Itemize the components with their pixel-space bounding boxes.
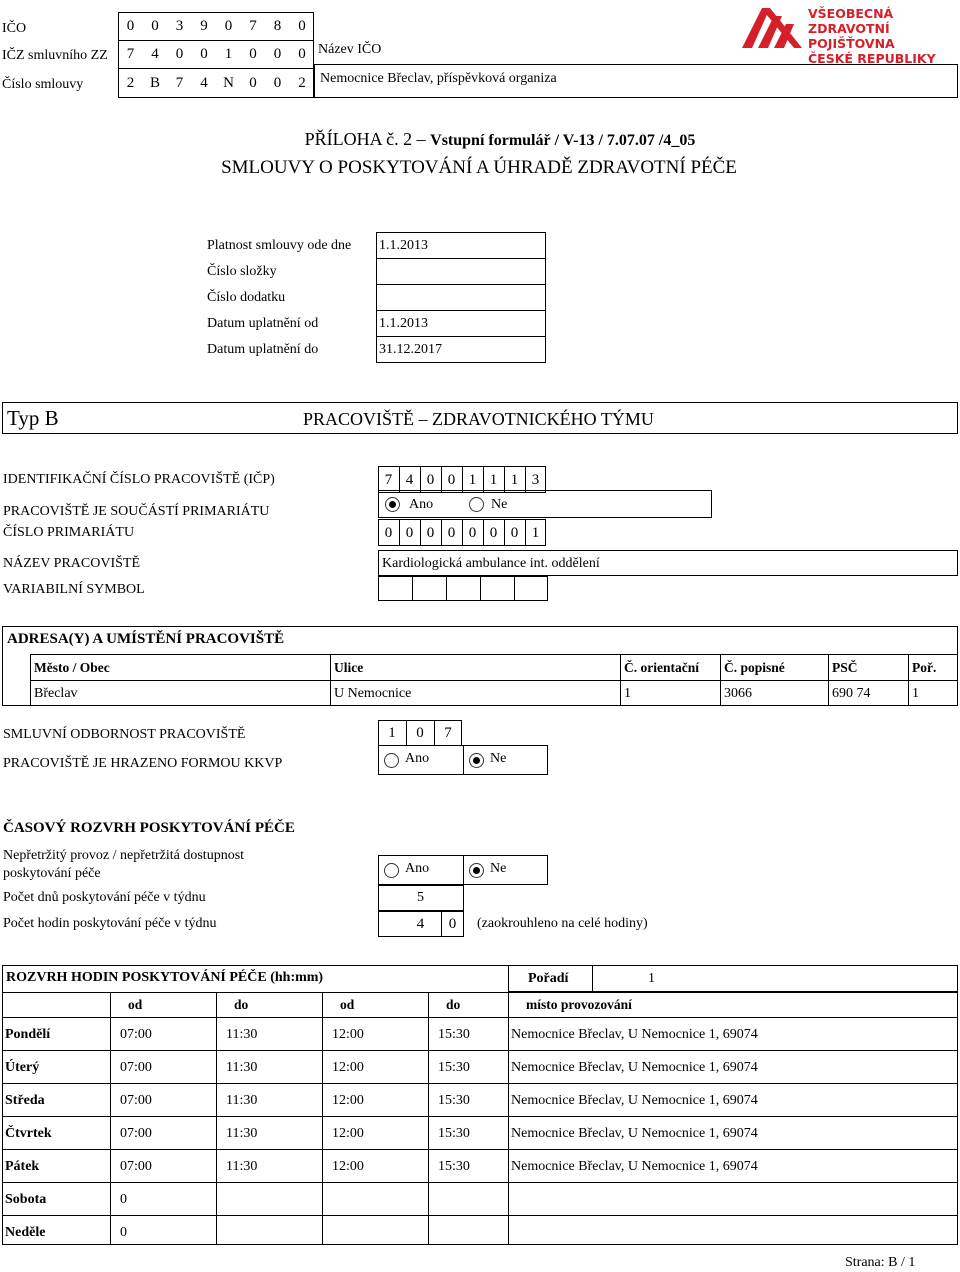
vzp-logo-mark-icon bbox=[740, 4, 804, 52]
contract-label: Číslo smlouvy bbox=[2, 77, 84, 92]
type-title: PRACOVIŠTĚ – ZDRAVOTNICKÉHO TÝMU bbox=[303, 409, 654, 429]
schedule-title: ČASOVÝ ROZVRH POSKYTOVÁNÍ PÉČE bbox=[3, 820, 295, 836]
hours-row-od1: 07:00 bbox=[120, 1126, 152, 1141]
hours-col-header: místo provozování bbox=[526, 997, 632, 1012]
order-label: Pořadí bbox=[528, 971, 569, 986]
ico-digit: 0 bbox=[224, 18, 233, 34]
ico-label: IČO bbox=[2, 21, 27, 36]
hours-col-header: od bbox=[340, 997, 355, 1012]
ico-digit: 0 bbox=[126, 18, 135, 34]
primariat-number-label: ČÍSLO PRIMARIÁTU bbox=[3, 525, 135, 540]
specialty-digit: 1 bbox=[388, 725, 396, 741]
hours-digit-1: 4 bbox=[416, 916, 425, 932]
iczz-label: IČZ smluvního ZZ bbox=[2, 48, 108, 63]
address-header: Poř. bbox=[912, 660, 937, 675]
workplace-name-value: Kardiologická ambulance int. oddělení bbox=[382, 556, 600, 571]
address-header: Ulice bbox=[334, 660, 364, 675]
contract-digit: 2 bbox=[298, 75, 306, 91]
address-cell: 3066 bbox=[724, 686, 752, 701]
validity-label: Číslo složky bbox=[207, 264, 277, 279]
hours-col-header: do bbox=[446, 997, 461, 1012]
icp-label: IDENTIFIKAČNÍ ČÍSLO PRACOVIŠTĚ (IČP) bbox=[3, 472, 275, 487]
icp-digit: 1 bbox=[489, 471, 498, 488]
validity-box bbox=[376, 284, 546, 311]
validity-box bbox=[376, 258, 546, 285]
ico-digit: 8 bbox=[273, 18, 282, 34]
primariat-digit: 0 bbox=[405, 524, 414, 541]
icp-digit: 7 bbox=[384, 471, 393, 488]
hours-row-place: Nemocnice Břeclav, U Nemocnice 1, 69074 bbox=[511, 1126, 758, 1141]
hours-col-header: od bbox=[128, 997, 143, 1012]
ico-digit: 7 bbox=[249, 18, 257, 34]
logo-line-1: VŠEOBECNÁ bbox=[808, 6, 894, 21]
ico-digit: 3 bbox=[175, 18, 184, 34]
contract-digit: 7 bbox=[175, 75, 184, 91]
hours-row-do2: 15:30 bbox=[438, 1126, 470, 1141]
primariat-yes-radio[interactable] bbox=[385, 497, 400, 512]
hours-row-od1: 07:00 bbox=[120, 1093, 152, 1108]
icp-digit: 4 bbox=[405, 471, 414, 488]
title-dash: – bbox=[416, 129, 426, 149]
continuous-no-label: Ne bbox=[490, 861, 507, 876]
hours-digit-2: 0 bbox=[448, 916, 457, 932]
primariat-digit: 0 bbox=[489, 524, 498, 541]
hours-row-day: Úterý bbox=[5, 1060, 40, 1075]
hours-table-title: ROZVRH HODIN POSKYTOVÁNÍ PÉČE (hh:mm) bbox=[6, 970, 324, 985]
title-suffix: Vstupní formulář / V-13 / 7.07.07 /4_05 bbox=[430, 132, 696, 149]
logo-line-3: ČESKÉ REPUBLIKY bbox=[808, 51, 936, 66]
iczz-digit: 0 bbox=[298, 46, 306, 62]
iczz-digit: 0 bbox=[175, 46, 184, 62]
hours-row-od2: 12:00 bbox=[332, 1093, 364, 1108]
primariat-digit: 0 bbox=[384, 524, 393, 541]
iczz-digit: 0 bbox=[249, 46, 257, 62]
vs-label: VARIABILNÍ SYMBOL bbox=[3, 582, 145, 597]
primariat-no-label: Ne bbox=[491, 497, 508, 512]
hours-row-od1: 0 bbox=[120, 1225, 127, 1240]
specialty-label: SMLUVNÍ ODBORNOST PRACOVIŠTĚ bbox=[3, 727, 246, 742]
icp-digit: 0 bbox=[426, 471, 435, 488]
address-cell: U Nemocnice bbox=[334, 686, 412, 701]
contract-digit: 0 bbox=[273, 75, 282, 91]
specialty-digit: 0 bbox=[416, 725, 424, 741]
hours-row-do2: 15:30 bbox=[438, 1093, 470, 1108]
ico-digit: 0 bbox=[151, 18, 159, 34]
validity-value: 31.12.2017 bbox=[379, 342, 442, 357]
hours-note: (zaokrouhleno na celé hodiny) bbox=[477, 916, 648, 931]
hours-row-day: Sobota bbox=[5, 1192, 47, 1207]
hours-row-do1: 11:30 bbox=[226, 1060, 258, 1075]
title-line-2: SMLOUVY O POSKYTOVÁNÍ A ÚHRADĚ ZDRAVOTNÍ PÉČE bbox=[221, 157, 737, 178]
iczz-digit: 0 bbox=[273, 46, 282, 62]
icp-digit: 1 bbox=[468, 471, 477, 488]
hours-row-do1: 11:30 bbox=[226, 1159, 258, 1174]
contract-digit: 4 bbox=[200, 75, 208, 91]
hours-row-day: Čtvrtek bbox=[5, 1126, 52, 1141]
hours-row-place: Nemocnice Břeclav, U Nemocnice 1, 69074 bbox=[511, 1060, 758, 1075]
specialty-digit: 7 bbox=[444, 725, 452, 741]
vzp-logo bbox=[740, 4, 960, 66]
logo-line-2: ZDRAVOTNÍ POJIŠŤOVNA bbox=[808, 21, 895, 51]
kkvp-yes-radio[interactable] bbox=[384, 753, 399, 768]
validity-value: 1.1.2013 bbox=[379, 316, 428, 331]
hours-row-od2: 12:00 bbox=[332, 1159, 364, 1174]
hours-row-do1: 11:30 bbox=[226, 1027, 258, 1042]
hours-row-do1: 11:30 bbox=[226, 1093, 258, 1108]
hours-col-header: do bbox=[234, 997, 249, 1012]
icp-digit: 3 bbox=[531, 471, 540, 488]
kkvp-no-radio[interactable] bbox=[469, 753, 484, 768]
kkvp-no-label: Ne bbox=[490, 751, 507, 766]
hours-row-day: Pondělí bbox=[5, 1027, 51, 1042]
address-header: PSČ bbox=[832, 660, 858, 675]
hours-row-place: Nemocnice Břeclav, U Nemocnice 1, 69074 bbox=[511, 1027, 758, 1042]
address-cell: 1 bbox=[624, 686, 631, 701]
primariat-digit: 0 bbox=[510, 524, 519, 541]
hours-row-place: Nemocnice Břeclav, U Nemocnice 1, 69074 bbox=[511, 1093, 758, 1108]
form-title bbox=[0, 128, 960, 180]
primariat-yes-label: Ano bbox=[409, 497, 434, 512]
continuous-yes-radio[interactable] bbox=[384, 863, 399, 878]
validity-label: Datum uplatnění do bbox=[207, 342, 319, 357]
ico-digit: 9 bbox=[200, 18, 208, 34]
vs-frame bbox=[378, 576, 548, 601]
contract-digit: N bbox=[223, 75, 234, 91]
validity-label: Platnost smlouvy ode dne bbox=[207, 238, 352, 253]
contract-digit: 2 bbox=[126, 75, 135, 91]
validity-label: Číslo dodatku bbox=[207, 290, 286, 305]
validity-label: Datum uplatnění od bbox=[207, 316, 319, 331]
title-prefix: PŘÍLOHA č. 2 bbox=[304, 129, 413, 149]
page-number: Strana: B / 1 bbox=[845, 1255, 916, 1270]
address-title: ADRESA(Y) A UMÍSTĚNÍ PRACOVIŠTĚ bbox=[7, 631, 285, 647]
type-bar bbox=[2, 402, 958, 434]
name-ico-value: Nemocnice Břeclav, příspěvková organiza bbox=[320, 71, 557, 86]
hours-label: Počet hodin poskytování péče v týdnu bbox=[3, 916, 217, 931]
hours-row-od2: 12:00 bbox=[332, 1126, 364, 1141]
address-header: Město / Obec bbox=[34, 660, 110, 675]
primariat-no-radio[interactable] bbox=[469, 497, 484, 512]
hours-row-od1: 07:00 bbox=[120, 1060, 152, 1075]
kkvp-label: PRACOVIŠTĚ JE HRAZENO FORMOU KKVP bbox=[3, 756, 283, 771]
days-value: 5 bbox=[417, 890, 424, 905]
order-box bbox=[508, 966, 958, 992]
validity-value: 1.1.2013 bbox=[379, 238, 428, 253]
iczz-digit: 1 bbox=[224, 46, 233, 62]
hours-row-day: Neděle bbox=[5, 1225, 46, 1240]
iczz-digit: 4 bbox=[151, 46, 159, 62]
contract-digit: 0 bbox=[249, 75, 257, 91]
hours-row-do1: 11:30 bbox=[226, 1126, 258, 1141]
order-value: 1 bbox=[648, 971, 655, 986]
continuous-label-1: Nepřetržitý provoz / nepřetržitá dostupnost bbox=[3, 848, 245, 863]
ico-digit: 0 bbox=[298, 18, 306, 34]
hours-row-od1: 07:00 bbox=[120, 1027, 152, 1042]
hours-row-od1: 07:00 bbox=[120, 1159, 152, 1174]
primariat-digit: 0 bbox=[468, 524, 477, 541]
hours-row-od2: 12:00 bbox=[332, 1060, 364, 1075]
type-label: Typ B bbox=[7, 406, 59, 430]
name-ico-label: Název IČO bbox=[318, 42, 382, 57]
hours-row-od2: 12:00 bbox=[332, 1027, 364, 1042]
address-cell: 1 bbox=[912, 686, 919, 701]
days-label: Počet dnů poskytování péče v týdnu bbox=[3, 890, 206, 905]
primariat-digit: 0 bbox=[426, 524, 435, 541]
hours-row-day: Pátek bbox=[5, 1159, 40, 1174]
continuous-no-radio[interactable] bbox=[469, 863, 484, 878]
contract-digit: B bbox=[149, 75, 160, 91]
iczz-digit: 7 bbox=[126, 46, 135, 62]
primariat-digit: 1 bbox=[531, 524, 540, 541]
address-cell: Břeclav bbox=[34, 686, 78, 701]
hours-row-do2: 15:30 bbox=[438, 1027, 470, 1042]
primariat-digit: 0 bbox=[447, 524, 456, 541]
hours-row-do2: 15:30 bbox=[438, 1060, 470, 1075]
icp-digit: 1 bbox=[510, 471, 519, 488]
hours-row-day: Středa bbox=[5, 1093, 45, 1108]
workplace-name-label: NÁZEV PRACOVIŠTĚ bbox=[3, 556, 141, 571]
address-cell: 690 74 bbox=[832, 686, 871, 701]
continuous-yes-label: Ano bbox=[405, 861, 430, 876]
header-ids bbox=[0, 0, 720, 100]
iczz-digit: 0 bbox=[200, 46, 208, 62]
primariat-label: PRACOVIŠTĚ JE SOUČÁSTÍ PRIMARIÁTU bbox=[3, 504, 270, 519]
hours-row-place: Nemocnice Břeclav, U Nemocnice 1, 69074 bbox=[511, 1159, 758, 1174]
hours-row-do2: 15:30 bbox=[438, 1159, 470, 1174]
continuous-label-2: poskytování péče bbox=[3, 866, 101, 881]
hours-row-od1: 0 bbox=[120, 1192, 127, 1207]
icp-digit: 0 bbox=[447, 471, 456, 488]
address-header: Č. popisné bbox=[724, 660, 785, 675]
kkvp-yes-label: Ano bbox=[405, 751, 430, 766]
address-header: Č. orientační bbox=[624, 660, 699, 675]
